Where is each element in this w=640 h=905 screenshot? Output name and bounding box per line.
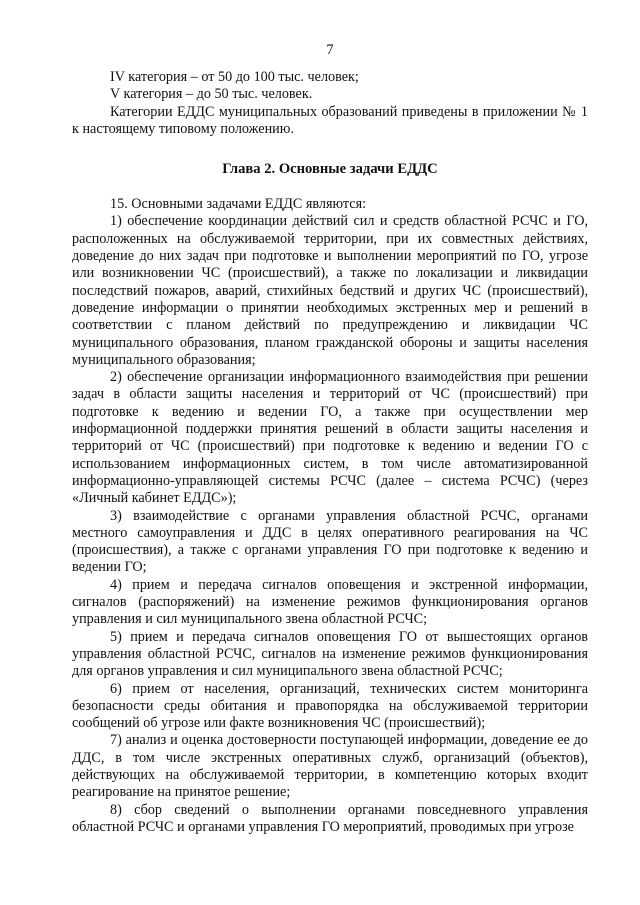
task-item-5: 5) прием и передача сигналов оповещения ГО от вышестоящих органов управления областной РСЧС, сигналов на изменение режимов функционирования для органов управления и сил муниципального звена областной РСЧС; — [72, 628, 588, 680]
chapter-heading: Глава 2. Основные задачи ЕДДС — [222, 161, 438, 178]
task-item-3: 3) взаимодействие с органами управления областной РСЧС, органами местного самоуправления и ДДС в целях оперативного реагирования на ЧС (происшествия), а также с органами управления ГО при подготовке к ведению и ведении ГО; — [72, 507, 588, 576]
categories-note: Категории ЕДДС муниципальных образований приведены в приложении № 1 к настоящему типовому положению. — [72, 103, 588, 137]
task-item-1: 1) обеспечение координации действий сил и средств областной РСЧС и ГО, расположенных на обслуживаемой территории, при их совместных действиях, доведение до них задач при подготовке и выполнении мероприятий по ГО, угрозе или возникновении ЧС (происшествий), а также по локализации и ликвидации последствий пожаров, аварий, стихийных бедствий и других ЧС (происшествий), доведение информации о принятии необходимых экстренных мер и решений в соответствии с планом действий по предупреждению и ликвидации ЧС муниципального образования, планом гражданской обороны и защиты населения муниципального образования; — [72, 213, 588, 368]
tasks-lead: 15. Основными задачами ЕДДС являются: — [110, 196, 367, 213]
document-body — [72, 69, 588, 836]
page-number: 7 — [326, 42, 334, 58]
task-item-2: 2) обеспечение организации информационного взаимодействия при решении задач в области защиты населения и территорий от ЧС (происшествий) при подготовке к ведению и ведении ГО, а также при осуществлении мер информационной поддержки принятия решений в области защиты населения и территорий от ЧС (происшествий) при подготовке к ведению и ведении ГО с использованием информационных систем, в том числе автоматизированной информационно-управляющей системы РСЧС (далее – система РСЧС) (через «Личный кабинет ЕДДС»); — [72, 369, 588, 507]
category-iv-line: IV категория – от 50 до 100 тыс. человек; — [110, 69, 359, 85]
task-item-7: 7) анализ и оценка достоверности поступающей информации, доведение ее до ДДС, в том числе экстренных оперативных служб, организаций (объектов), действующих на обслуживаемой территории, в компетенцию которых входит реагирование на принятое решение; — [72, 732, 588, 801]
task-item-4: 4) прием и передача сигналов оповещения и экстренной информации, сигналов (распоряжений) на изменение режимов функционирования органов управления и сил муниципального звена областной РСЧС; — [72, 576, 588, 628]
task-item-8: 8) сбор сведений о выполнении органами повседневного управления областной РСЧС и органами управления ГО мероприятий, проводимых при угрозе — [72, 801, 588, 835]
task-item-6: 6) прием от населения, организаций, технических систем мониторинга безопасности среды обитания и правопорядка на обслуживаемой территории сообщений об угрозе или факте возникновения ЧС (происшествий); — [72, 680, 588, 732]
category-v-line: V категория – до 50 тыс. человек. — [110, 86, 313, 103]
